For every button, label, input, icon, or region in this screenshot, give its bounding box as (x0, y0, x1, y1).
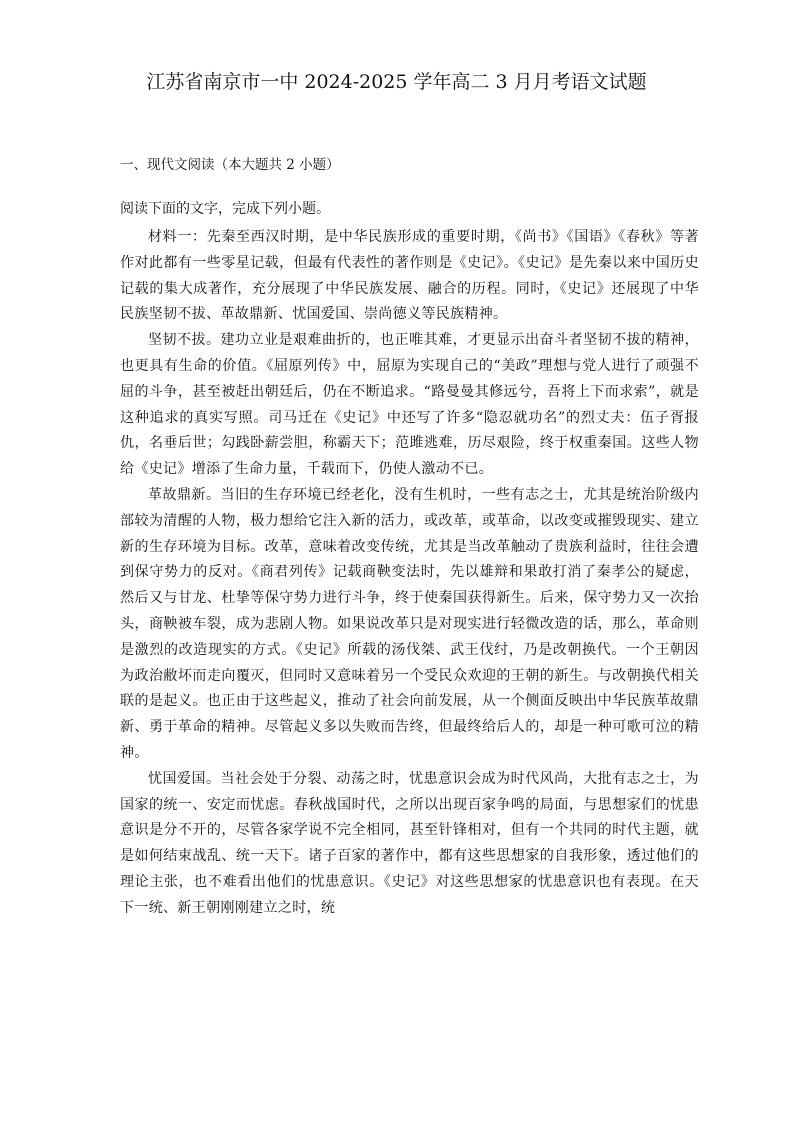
paragraph-reform: 革故鼎新。当旧的生存环境已经老化，没有生机时，一些有志之士，尤其是统治阶级内部较为清醒的人物，极力想给它注入新的活力，或改革，或革命，以改变或摧毁现实、建立新的生存环境为目标。改革，意味着改变传统，尤其是当改革触动了贵族利益时，往往会遭到保守势力的反对。《商君列传》记载商鞅变法时，先以雄辩和果敢打消了秦孝公的疑虑，然后又与甘龙、杜挚等保守势力进行斗争，终于使秦国获得新生。后来，保守势力又一次抬头，商鞅被车裂，成为悲剧人物。如果说改革只是对现实进行轻微改造的话，那么，革命则是激烈的改造现实的方式。《史记》所载的汤伐桀、武王伐纣，乃是改朝换代。一个王朝因为政治敝坏而走向覆灭，但同时又意味着另一个受民众欢迎的王朝的新生。与改朝换代相关联的是起义。也正由于这些起义，推动了社会向前发展，从一个侧面反映出中华民族革故鼎新、勇于革命的精神。尽管起义多以失败而告终，但最终给后人的，却是一种可歌可泣的精神。 (120, 486, 699, 761)
paragraph-patriotism: 忧国爱国。当社会处于分裂、动荡之时，忧患意识会成为时代风尚，大批有志之士，为国家的统一、安定而忧虑。春秋战国时代，之所以出现百家争鸣的局面，与思想家们的忧患意识是分不开的，尽管各家学说不完全相同，甚至针锋相对，但有一个共同的时代主题，就是如何结束战乱、统一天下。诸子百家的著作中，都有这些思想家的自我形象，透过他们的理论主张，也不难看出他们的忧患意识。《史记》对这些思想家的忧患意识也有表现。在天下一统、新王朝刚刚建立之时，统 (120, 770, 699, 916)
paragraph-material-one: 材料一：先秦至西汉时期，是中华民族形成的重要时期，《尚书》《国语》《春秋》等著作对此都有一些零星记载，但最有代表性的著作则是《史记》。《史记》是先秦以来中国历史记载的集大成著作，充分展现了中华民族发展、融合的历程。同时，《史记》还展现了中华民族坚韧不拔、革故鼎新、忧国爱国、崇尚德义等民族精神。 (120, 229, 699, 323)
document-title: 江苏省南京市一中 2024-2025 学年高二 3 月月考语文试题 (146, 71, 647, 93)
section-heading: 一、现代文阅读（本大题共 2 小题） (120, 157, 340, 173)
reading-instruction: 阅读下面的文字，完成下列小题。 (120, 201, 330, 217)
paragraph-perseverance: 坚韧不拔。建功立业是艰难曲折的，也正唯其难，才更显示出奋斗者坚韧不拔的精神，也更具有生命的价值。《屈原列传》中，屈原为实现自己的“美政”理想与党人进行了顽强不屈的斗争，甚至被赶出朝廷后，仍在不断追求。“路曼曼其修远兮，吾将上下而求索”，就是这种追求的真实写照。司马迁在《史记》中还写了许多“隐忍就功名”的烈丈夫：伍子胥报仇，名垂后世；勾践卧薪尝胆，称霸天下；范雎逃难，历尽艰险，终于权重秦国。这些人物给《史记》增添了生命力量，千载而下，仍使人激动不已。 (120, 332, 699, 478)
